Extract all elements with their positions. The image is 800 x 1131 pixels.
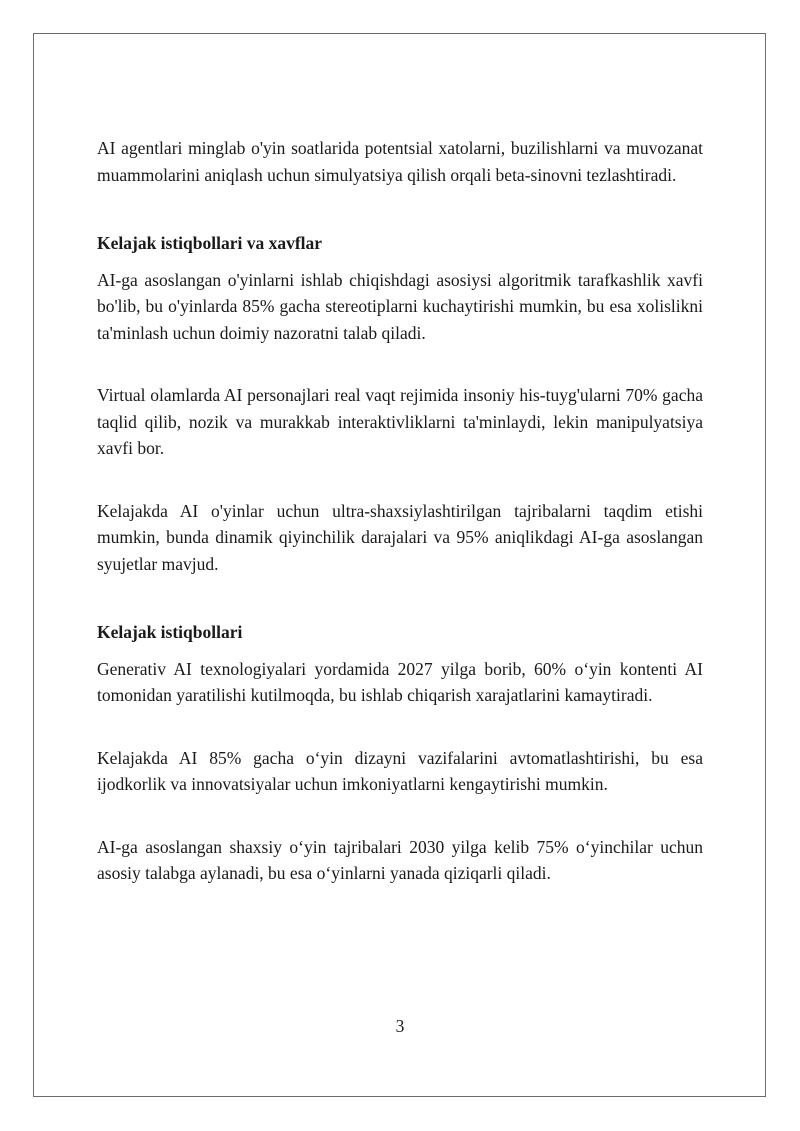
heading-prospects-and-risks: Kelajak istiqbollari va xavflar <box>97 233 323 253</box>
page-content <box>97 135 703 887</box>
paragraph-virtual-characters: Virtual olamlarda AI personajlari real vaqt rejimida insoniy his-tuyg'ularni 70% gacha taqlid qilib, nozik va murakkab interaktivliklarni ta'minlaydi, lekin manipulyatsiya xavfi bor. <box>97 385 703 458</box>
paragraph-beta-testing: AI agentlari minglab o'yin soatlarida potentsial xatolarni, buzilishlarni va muvozanat muammolarini aniqlash uchun simulyatsiya qilish orqali beta-sinovni tezlashtiradi. <box>97 138 703 185</box>
paragraph-algorithmic-bias: AI-ga asoslangan o'yinlarni ishlab chiqishdagi asosiysi algoritmik tarafkashlik xavfi bo'lib, bu o'yinlarda 85% gacha stereotiplarni kuchaytirishi mumkin, bu esa xolislikni ta'minlash uchun doimiy nazoratni talab qiladi. <box>97 269 703 343</box>
heading-prospects: Kelajak istiqbollari <box>97 622 243 642</box>
paragraph-personal-experiences: AI-ga asoslangan shaxsiy o‘yin tajribalari 2030 yilga kelib 75% o‘yinchilar uchun asosiy talabga aylanadi, bu esa o‘yinlarni yanada qiziqarli qiladi. <box>97 836 703 883</box>
paragraph-design-automation: Kelajakda AI 85% gacha o‘yin dizayni vazifalarini avtomatlashtirishi, bu esa ijodkorlik va innovatsiyalar uchun imkoniyatlarni kengaytirishi mumkin. <box>97 747 703 794</box>
paragraph-personalization: Kelajakda AI o'yinlar uchun ultra-shaxsiylashtirilgan tajribalarni taqdim etishi mumkin, bunda dinamik qiyinchilik darajalari va 95% aniqlikdagi AI-ga asoslangan syujetlar mavjud. <box>97 500 703 574</box>
page-number: 3 <box>395 1016 405 1036</box>
paragraph-generative-ai: Generativ AI texnologiyalari yordamida 2027 yilga borib, 60% o‘yin kontenti AI tomonidan yaratilishi kutilmoqda, bu ishlab chiqarish xarajatlarini kamaytiradi. <box>97 658 703 705</box>
